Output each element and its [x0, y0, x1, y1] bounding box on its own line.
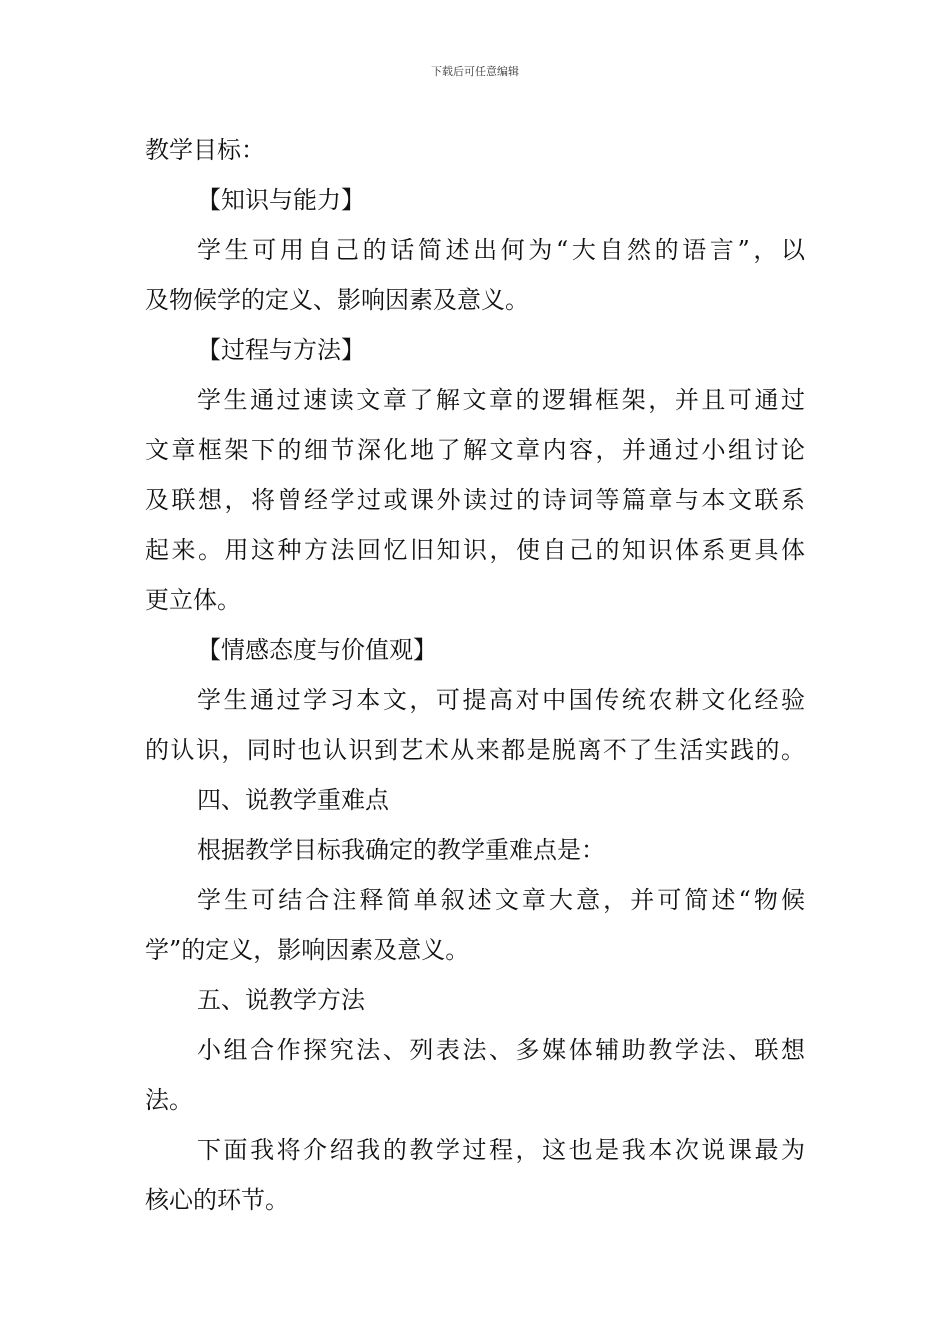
- section-heading-teaching-methods: 五、说教学方法: [197, 986, 365, 1014]
- section-heading-key-points: 四、说教学重难点: [197, 786, 389, 814]
- paragraph-line: 更立体。: [145, 586, 241, 614]
- paragraph-line: 的认识，同时也认识到艺术从来都是脱离不了生活实践的。: [145, 736, 805, 764]
- paragraph-line: 学”的定义，影响因素及意义。: [145, 936, 470, 964]
- paragraph-line: 及联想，将曾经学过或课外读过的诗词等篇章与本文联系: [145, 486, 805, 514]
- paragraph-line: 下面我将介绍我的教学过程，这也是我本次说课最为: [197, 1136, 805, 1164]
- paragraph-line: 核心的环节。: [145, 1186, 289, 1214]
- paragraph-line: 学生可用自己的话简述出何为“大自然的语言”，以: [197, 236, 805, 264]
- subheading-knowledge-ability: 【知识与能力】: [197, 186, 365, 214]
- paragraph-line: 学生通过学习本文，可提高对中国传统农耕文化经验: [197, 686, 805, 714]
- paragraph-line: 法。: [145, 1086, 193, 1114]
- paragraph-line: 及物候学的定义、影响因素及意义。: [145, 286, 529, 314]
- paragraph-line: 学生可结合注释简单叙述文章大意，并可简述“物候: [197, 886, 805, 914]
- page-header-watermark: 下载后可任意编辑: [431, 65, 519, 78]
- paragraph-line: 根据教学目标我确定的教学重难点是：: [197, 836, 605, 864]
- heading-teaching-goals: 教学目标：: [145, 136, 265, 164]
- paragraph-line: 文章框架下的细节深化地了解文章内容，并通过小组讨论: [145, 436, 805, 464]
- paragraph-line: 学生通过速读文章了解文章的逻辑框架，并且可通过: [197, 386, 805, 414]
- subheading-process-method: 【过程与方法】: [197, 336, 365, 364]
- paragraph-line: 起来。用这种方法回忆旧知识，使自己的知识体系更具体: [145, 536, 805, 564]
- paragraph-line: 小组合作探究法、列表法、多媒体辅助教学法、联想: [197, 1036, 805, 1064]
- subheading-emotion-values: 【情感态度与价值观】: [197, 636, 437, 664]
- document-body: [145, 125, 805, 1225]
